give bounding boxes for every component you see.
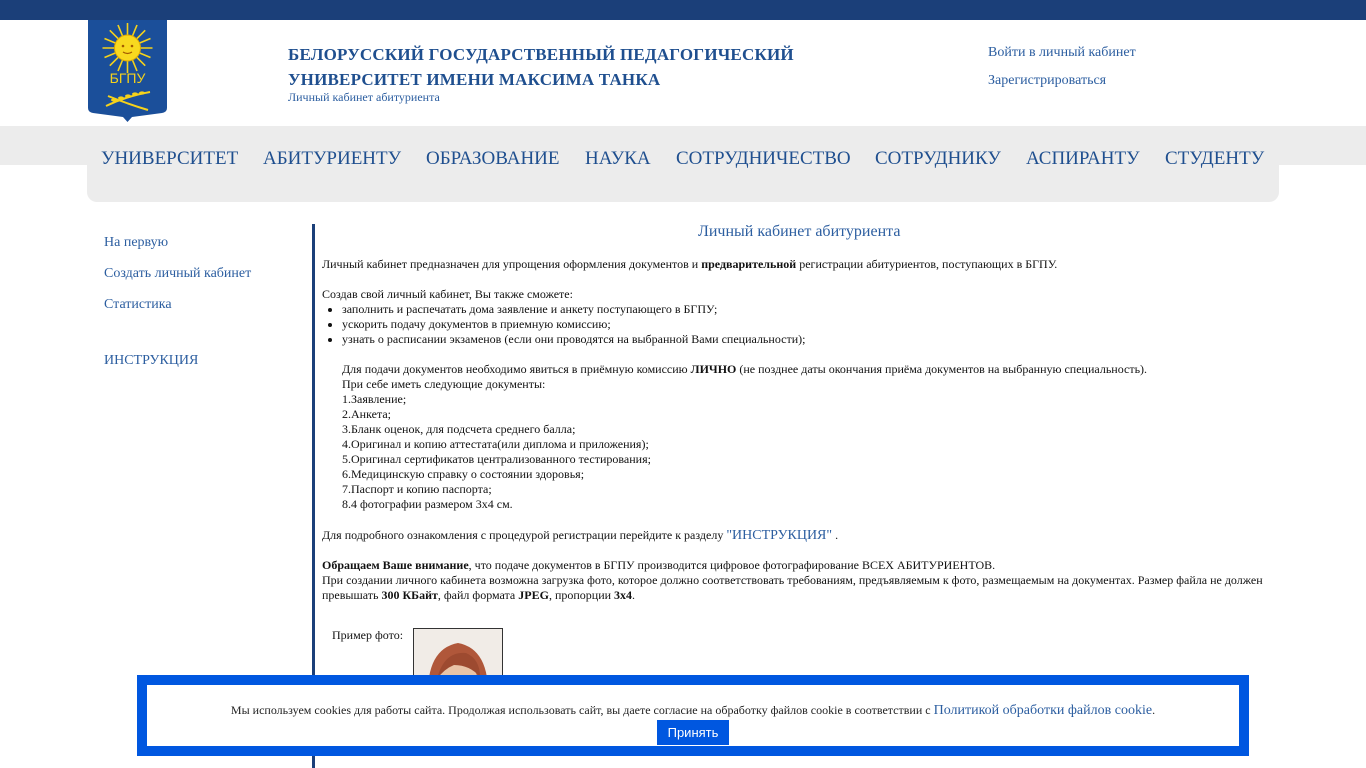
- photo-requirements: [322, 573, 1267, 603]
- features-intro: Создав свой личный кабинет, Вы также сможете:: [322, 287, 573, 301]
- instruction-link[interactable]: "ИНСТРУКЦИЯ": [726, 528, 833, 543]
- attention-text: , что подаче документов в БГПУ производится цифровое фотографирование ВСЕХ АБИТУРИЕНТОВ.: [468, 558, 996, 572]
- docs-text-end: (не позднее даты окончания приёма документов на выбранную специальность).: [736, 362, 1148, 376]
- list-item: • ускорить подачу документов в приемную комиссию;: [342, 317, 805, 332]
- docs-bold: ЛИЧНО: [690, 362, 737, 376]
- title-line-2: УНИВЕРСИТЕТ ИМЕНИ МАКСИМА ТАНКА: [288, 70, 661, 89]
- cookie-policy-link[interactable]: Политикой обработки файлов cookie: [933, 703, 1153, 718]
- university-logo[interactable]: [88, 20, 167, 122]
- instruction-text: Для подробного ознакомления с процедурой регистрации перейдите к разделу: [322, 528, 727, 542]
- list-item: 1.Заявление;: [342, 392, 407, 406]
- nav-item-cooperation[interactable]: СОТРУДНИЧЕСТВО: [676, 148, 851, 169]
- list-item: 2.Анкета;: [342, 407, 391, 421]
- nav-item-staff[interactable]: СОТРУДНИКУ: [875, 148, 1001, 169]
- intro-bold: предварительной: [701, 257, 797, 271]
- cookie-text-end: .: [1152, 703, 1156, 717]
- list-item: 6.Медицинскую справку о состоянии здоровья;: [342, 467, 585, 481]
- docs-section: [342, 362, 1147, 512]
- intro-text-end: регистрации абитуриентов, поступающих в БГПУ.: [796, 257, 1058, 271]
- nav-item-applicant[interactable]: АБИТУРИЕНТУ: [263, 148, 402, 169]
- list-item: • заполнить и распечатать дома заявление и анкету поступающего в БГПУ;: [342, 302, 805, 317]
- register-link[interactable]: Зарегистрироваться: [988, 73, 1107, 88]
- accept-cookies-button[interactable]: Принять: [657, 720, 729, 745]
- nav-item-student[interactable]: СТУДЕНТУ: [1165, 148, 1265, 169]
- intro-text: Личный кабинет предназначен для упрощения оформления документов и: [322, 257, 702, 271]
- nav-item-postgraduate[interactable]: АСПИРАНТУ: [1026, 148, 1140, 169]
- sidebar-item-home[interactable]: На первую: [104, 235, 169, 250]
- attention-bold: Обращаем Ваше внимание: [322, 558, 469, 572]
- logo-text: БГПУ: [109, 70, 146, 86]
- page-subtitle: Личный кабинет абитуриента: [288, 90, 440, 104]
- photo-req-text: , пропорции: [548, 588, 615, 602]
- docs-text: Для подачи документов необходимо явиться в приёмную комиссию: [342, 362, 691, 376]
- intro-paragraph: [322, 257, 1057, 272]
- docs-requirement: [342, 362, 1147, 377]
- photo-req-size: 300 КБайт: [381, 588, 438, 602]
- login-link[interactable]: Войти в личный кабинет: [988, 45, 1136, 60]
- list-item: 4.Оригинал и копию аттестата(или диплома и приложения);: [342, 437, 649, 451]
- photo-req-ratio: 3x4: [614, 588, 633, 602]
- list-item: 3.Бланк оценок, для подсчета среднего балла;: [342, 422, 576, 436]
- sidebar-item-statistics[interactable]: Статистика: [104, 297, 172, 312]
- list-item: • узнать о расписании экзаменов (если они проводятся на выбранной Вами специальности);: [342, 332, 805, 347]
- top-bar: [0, 0, 1366, 20]
- nav-item-science[interactable]: НАУКА: [585, 148, 651, 169]
- photo-req-format: JPEG: [518, 588, 549, 602]
- nav-item-university[interactable]: УНИВЕРСИТЕТ: [101, 148, 239, 169]
- instruction-paragraph: [322, 528, 838, 543]
- cookie-banner-body: [147, 685, 1239, 746]
- instruction-text-end: .: [832, 528, 839, 542]
- cookie-message: [147, 703, 1239, 719]
- attention-paragraph: [322, 558, 1267, 603]
- photo-example-label: Пример фото:: [332, 628, 404, 642]
- auth-links: [988, 45, 1136, 101]
- list-item: 5.Оригинал сертификатов централизованного тестирования;: [342, 452, 651, 466]
- features-list: [322, 302, 805, 347]
- list-item: 7.Паспорт и копию паспорта;: [342, 482, 492, 496]
- photo-req-text: При создании личного кабинета возможна загрузка фото, которое должно соответствовать требованиям, предъявляемым к фото, размещаемым на документах. Размер файла не должен превышать: [322, 573, 1263, 602]
- sidebar-item-create-account[interactable]: Создать личный кабинет: [104, 266, 252, 281]
- page-title: Личный кабинет абитуриента: [698, 223, 901, 240]
- title-line-1: БЕЛОРУССКИЙ ГОСУДАРСТВЕННЫЙ ПЕДАГОГИЧЕСКИЙ: [288, 45, 794, 64]
- cookie-text: Мы используем cookies для работы сайта. Продолжая использовать сайт, вы даете согласие на обработку файлов cookie в соответствии с: [230, 703, 934, 717]
- cookie-banner: [137, 675, 1249, 756]
- docs-intro: При себе иметь следующие документы:: [342, 377, 546, 391]
- list-item: 8.4 фотографии размером 3x4 см.: [342, 497, 513, 511]
- attention-line: [322, 558, 1267, 573]
- sidebar-item-instruction[interactable]: ИНСТРУКЦИЯ: [104, 353, 199, 368]
- nav-item-education[interactable]: ОБРАЗОВАНИЕ: [426, 148, 560, 169]
- university-title: [288, 42, 848, 92]
- photo-req-text: .: [632, 588, 636, 602]
- photo-req-text: , файл формата: [437, 588, 519, 602]
